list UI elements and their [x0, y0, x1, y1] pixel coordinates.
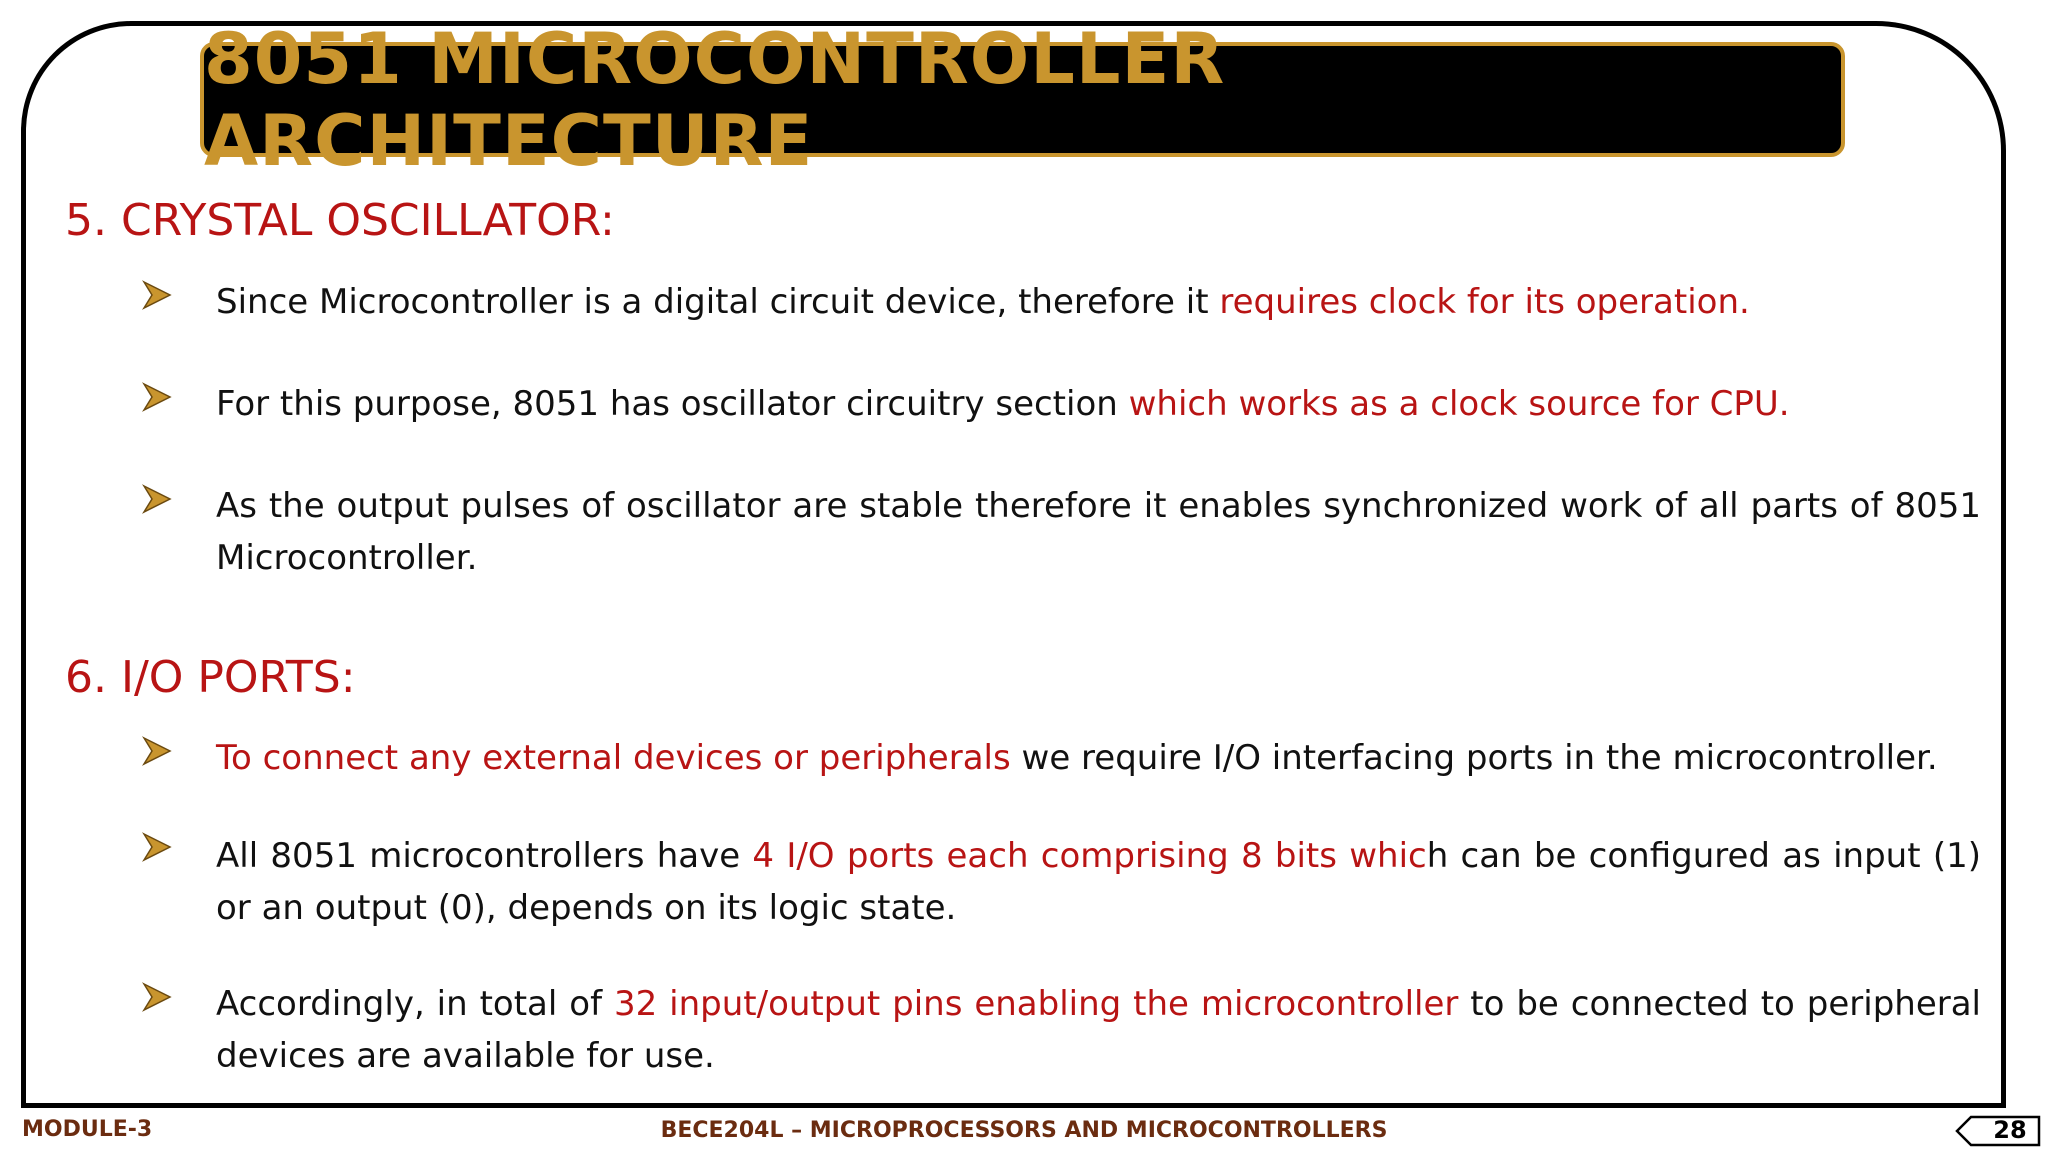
bullet-text — [216, 378, 1981, 430]
bullet-part: to be connected to peripheral devices are available for use. — [216, 984, 1982, 1076]
bullet-part: h can be configured as input (1) or an output (0), depends on its logic state. — [216, 836, 1981, 928]
bullet-part-highlight: requires clock for its operation. — [1219, 282, 1750, 322]
bullet-text — [216, 978, 1981, 1082]
arrowhead-bullet-icon — [142, 832, 172, 862]
arrowhead-bullet-icon — [142, 484, 172, 514]
bullet-text — [216, 276, 1981, 328]
section-heading-io-ports: 6. I/O PORTS: — [65, 652, 356, 703]
bullet-text — [216, 480, 1981, 584]
arrowhead-bullet-icon — [142, 280, 172, 310]
bullet-part-highlight: To connect any external devices or peripherals — [216, 738, 1011, 778]
slide-frame-bottom-line — [21, 1103, 2006, 1108]
arrowhead-bullet-icon — [142, 382, 172, 412]
bullet-part: we require I/O interfacing ports in the microcontroller. — [1010, 738, 1938, 778]
bullet-part: For this purpose, 8051 has oscillator circuitry section — [216, 384, 1129, 424]
bullet-part: Accordingly, in total of — [216, 984, 614, 1024]
bullet-text — [216, 732, 1981, 784]
section-heading-crystal-oscillator: 5. CRYSTAL OSCILLATOR: — [65, 195, 615, 246]
bullet-part-highlight: 32 input/output pins enabling the microcontroller — [613, 984, 1459, 1024]
slide-title: 8051 MICROCONTROLLER ARCHITECTURE — [204, 17, 1226, 182]
bullet-part: All 8051 microcontrollers have — [216, 836, 753, 876]
bullet-text — [216, 830, 1981, 934]
page-number: 28 — [1993, 1116, 2027, 1144]
footer-module-label: MODULE-3 — [22, 1117, 153, 1142]
bullet-part-highlight: which works as a clock source for CPU. — [1128, 384, 1790, 424]
bullet-part-highlight: 4 I/O ports each comprising 8 bits whic — [752, 836, 1427, 876]
bullet-part: As the output pulses of oscillator are stable therefore it enables synchronized work of all parts of 8051 Microcontroller. — [216, 486, 1981, 578]
arrowhead-bullet-icon — [142, 982, 172, 1012]
arrowhead-bullet-icon — [142, 736, 172, 766]
bullet-part: Since Microcontroller is a digital circuit device, therefore it — [216, 282, 1220, 322]
footer-course-title: BECE204L – MICROPROCESSORS AND MICROCONTROLLERS — [660, 1118, 1388, 1143]
title-banner — [200, 17, 1845, 182]
